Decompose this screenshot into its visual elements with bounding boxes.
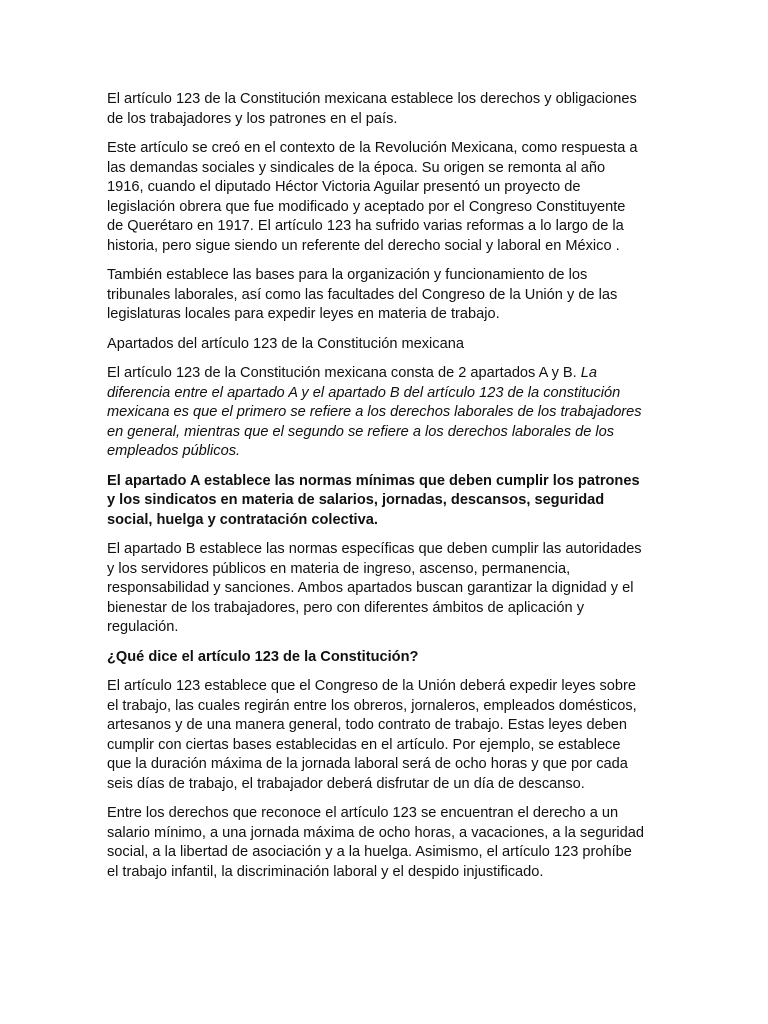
paragraph-apartado-a: El apartado A establece las normas mínimas que deben cumplir los patrones y los sindicatos en materia de salarios, jornadas, descansos, seguridad social, huelga y contratación colectiva. [107, 472, 640, 528]
document-page [107, 90, 667, 892]
paragraph-bases: También establece las bases para la organización y funcionamiento de los tribunales laborales, así como las facultades del Congreso de la Unión y de las legislaturas locales para expedir leyes en materia de trabajo. [107, 267, 618, 322]
apartados-lead-text: El artículo 123 de la Constitución mexicana consta de 2 apartados A y B. [107, 365, 581, 381]
heading-que-dice: ¿Qué dice el artículo 123 de la Constitución? [107, 648, 419, 665]
paragraph-intro: El artículo 123 de la Constitución mexicana establece los derechos y obligaciones de los trabajadores y los patrones en el país. [107, 91, 637, 127]
paragraph-que-dice: El artículo 123 establece que el Congreso de la Unión deberá expedir leyes sobre el trabajo, las cuales regirán entre los obreros, jornaleros, empleados domésticos, artesanos y de una manera general, todo contrato de trabajo. Estas leyes deben cumplir con ciertas bases establecidas en el artículo. Por ejemplo, se establece que la duración máxima de la jornada laboral será de ocho horas y que por cada seis días de trabajo, el trabajador deberá disfrutar de un día de descanso. [107, 678, 637, 792]
paragraph-derechos: Entre los derechos que reconoce el artículo 123 se encuentran el derecho a un salario mínimo, a una jornada máxima de ocho horas, a vacaciones, a la seguridad social, a la libertad de asociación y a la huelga. Asimismo, el artículo 123 prohíbe el trabajo infantil, la discriminación laboral y el despido injustificado. [107, 805, 645, 880]
paragraph-apartado-b: El apartado B establece las normas específicas que deben cumplir las autoridades y los servidores públicos en materia de ingreso, ascenso, permanencia, responsabilidad y sanciones. Ambos apartados buscan garantizar la dignidad y el bienestar de los trabajadores, pero con diferentes ámbitos de aplicación y regulación. [107, 541, 642, 635]
heading-apartados: Apartados del artículo 123 de la Constitución mexicana [107, 335, 464, 352]
apartados-difference-text: La diferencia entre el apartado A y el apartado B del artículo 123 de la constitución mexicana es que el primero se refiere a los derechos laborales de los trabajadores en general, mientras que el segundo se refiere a los derechos laborales de los empleados públicos. [107, 365, 642, 459]
paragraph-origin: Este artículo se creó en el contexto de la Revolución Mexicana, como respuesta a las demandas sociales y sindicales de la época. Su origen se remonta al año 1916, cuando el diputado Héctor Victoria Aguilar presentó un proyecto de legislación obrera que fue modificado y aceptado por el Congreso Constituyente de Querétaro en 1917. El artículo 123 ha sufrido varias reformas a lo largo de la historia, pero sigue siendo un referente del derecho social y laboral en México . [107, 140, 638, 254]
paragraph-apartados [107, 364, 667, 462]
